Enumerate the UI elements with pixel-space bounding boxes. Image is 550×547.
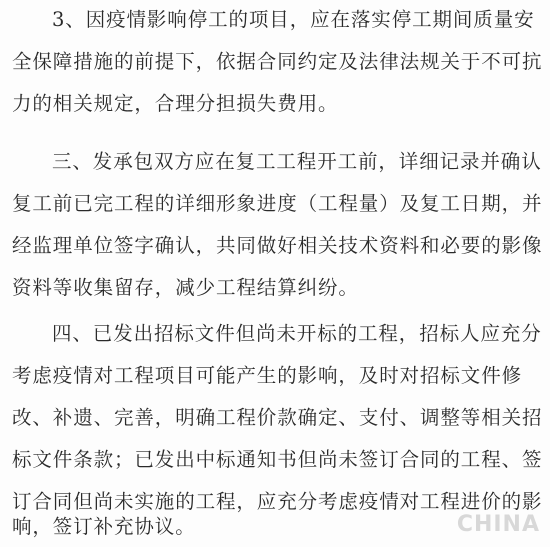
paragraph-2-line-1: 三、发承包双方应在复工工程开工前，详细记录并确认: [52, 150, 542, 173]
paragraph-2-line-2: 复工前已完工程的详细形象进度（工程量）及复工日期，并: [12, 192, 543, 215]
paragraph-2-line-4: 资料等收集留存，减少工程结算纠纷。: [12, 276, 359, 299]
paragraph-3-line-2: 考虑疫情对工程项目可能产生的影响，及时对招标文件修: [12, 364, 523, 387]
paragraph-3-line-5: 订合同但尚未实施的工程，应充分考虑疫情对工程进价的影: [12, 490, 543, 513]
paragraph-3-line-6: 响，签订补充协议。: [12, 515, 196, 538]
paragraph-1-line-2: 全保障措施的前提下，依据合同约定及法律法规关于不可抗: [12, 50, 543, 73]
paragraph-3-line-1: 四、已发出招标文件但尚未开标的工程，招标人应充分: [52, 322, 542, 345]
paragraph-1-line-3: 力的相关规定，合理分担损失费用。: [12, 92, 339, 115]
paragraph-2-line-3: 经监理单位签字确认，共同做好相关技术资料和必要的影像: [12, 234, 543, 257]
paragraph-1-line-1: 3、因疫情影响停工的项目，应在落实停工期间质量安: [52, 8, 535, 31]
paragraph-3-line-3: 改、补遗、完善，明确工程价款确定、支付、调整等相关招: [12, 406, 543, 429]
watermark-logo: CHINA: [456, 512, 540, 537]
paragraph-3-line-4: 标文件条款；已发出中标通知书但尚未签订合同的工程、签: [12, 448, 543, 471]
